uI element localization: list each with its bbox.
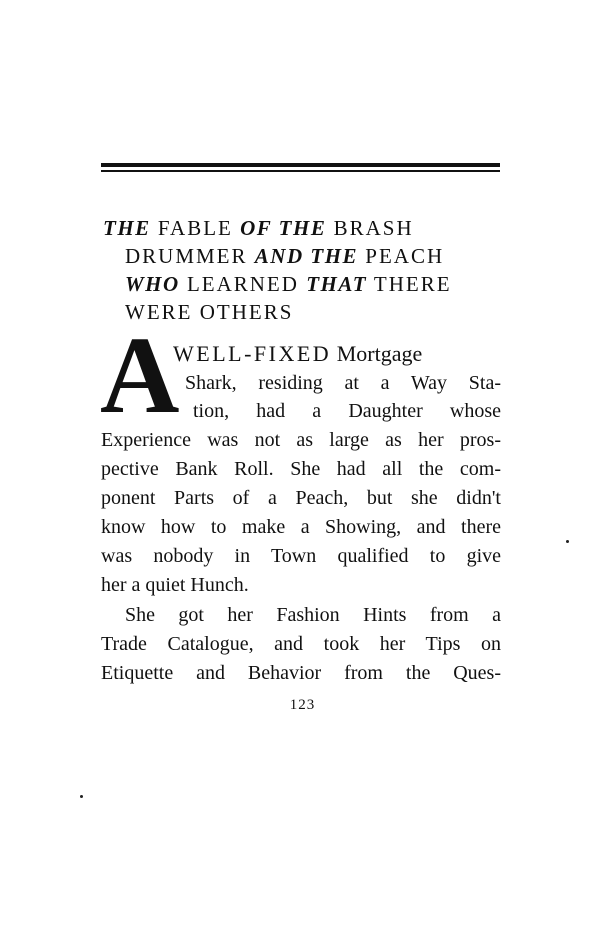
body-line: know how to make a Showing, and there <box>101 516 501 538</box>
chapter-title-line-4: WERE OTHERS <box>125 300 294 324</box>
chapter-title-line-1: THE FABLE OF THE BRASH <box>103 216 414 240</box>
scan-speck <box>566 540 569 543</box>
body-line: Experience was not as large as her pros- <box>101 429 501 451</box>
body-line: Trade Catalogue, and took her Tips on <box>101 633 501 655</box>
chapter-title-line-2: DRUMMER AND THE PEACH <box>125 244 445 268</box>
body-line: was nobody in Town qualified to give <box>101 545 501 567</box>
body-line: pective Bank Roll. She had all the com- <box>101 458 501 480</box>
chapter-title-line-3: WHO LEARNED THAT THERE <box>125 272 452 296</box>
page-number: 123 <box>289 697 316 713</box>
body-line: her a quiet Hunch. <box>101 574 249 596</box>
opening-line: WELL-FIXED Mortgage <box>173 341 423 366</box>
body-line: ponent Parts of a Peach, but she didn't <box>101 487 501 509</box>
scan-speck <box>80 795 83 798</box>
body-line: She got her Fashion Hints from a <box>125 604 501 626</box>
body-line: Shark, residing at a Way Sta- <box>185 372 501 394</box>
drop-cap: A <box>100 314 180 436</box>
body-line: Etiquette and Behavior from the Ques- <box>101 662 501 684</box>
header-rule-thin <box>101 170 500 172</box>
header-rule-thick <box>101 163 500 167</box>
body-line: tion, had a Daughter whose <box>193 400 501 422</box>
